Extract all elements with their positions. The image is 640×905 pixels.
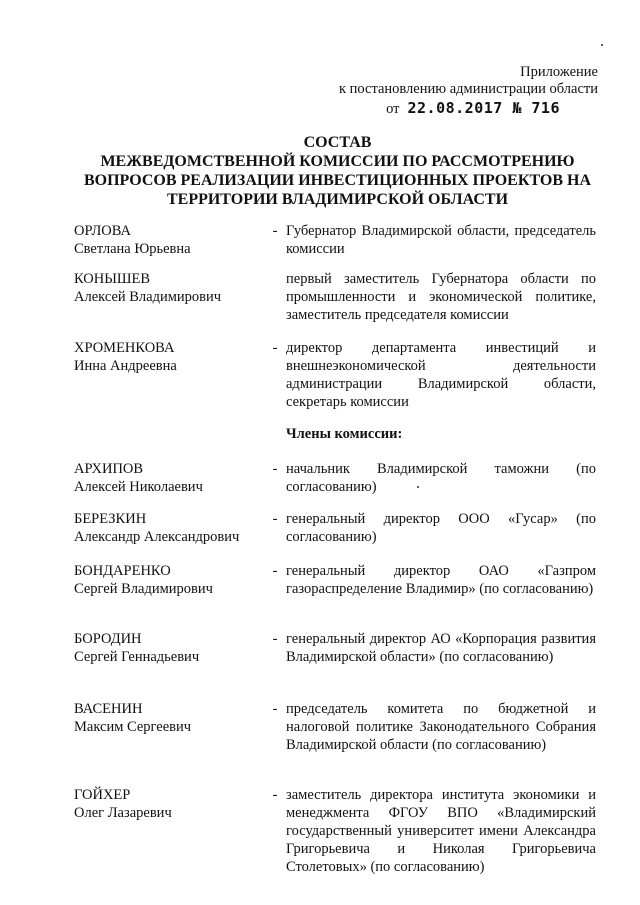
- member-name: [74, 562, 264, 598]
- member-role: генеральный директор ООО «Гусар» (по согласованию): [286, 511, 596, 545]
- scan-speck: [417, 486, 419, 488]
- member-given-name: Сергей Геннадьевич: [74, 649, 200, 665]
- scan-speck: [601, 44, 603, 46]
- date-number-stamp: 22.08.2017 № 716: [407, 99, 560, 117]
- member-surname: ВАСЕНИН: [74, 701, 143, 717]
- member-role: заместитель директора института экономики и менеджмента ФГОУ ВПО «Владимирский государственный университет имени Александра Григорьевича и Николая Григорьевича Столетовых» (по согласованию): [286, 787, 596, 875]
- separator-dash: -: [272, 563, 278, 579]
- member-name: [74, 786, 264, 822]
- appendix-title: Приложение: [520, 64, 598, 80]
- title-line-3: ВОПРОСОВ РЕАЛИЗАЦИИ ИНВЕСТИЦИОННЫХ ПРОЕКТОВ НА: [83, 172, 592, 189]
- appendix-date-line: [298, 100, 560, 118]
- member-surname: ОРЛОВА: [74, 223, 131, 239]
- member-given-name: Светлана Юрьевна: [74, 241, 191, 257]
- member-surname: БОНДАРЕНКО: [74, 563, 171, 579]
- member-surname: ГОЙХЕР: [74, 787, 131, 803]
- appendix-header: [298, 64, 598, 118]
- member-name: [74, 510, 264, 546]
- title-line-2: МЕЖВЕДОМСТВЕННОЙ КОМИССИИ ПО РАССМОТРЕНИЮ: [100, 153, 575, 170]
- separator-dash: -: [272, 631, 278, 647]
- member-given-name: Олег Лазаревич: [74, 805, 172, 821]
- title-line-1: СОСТАВ: [303, 134, 372, 151]
- member-surname: КОНЫШЕВ: [74, 271, 151, 287]
- separator-dash: -: [272, 511, 278, 527]
- date-prefix: от: [386, 101, 400, 117]
- member-role: Губернатор Владимирской области, председатель комиссии: [286, 223, 596, 257]
- member-name: [74, 460, 264, 496]
- member-role: начальник Владимирской таможни (по согласованию): [286, 461, 596, 495]
- member-role: председатель комитета по бюджетной и налоговой политике Законодательного Собрания Владимирской области (по согласованию): [286, 701, 596, 753]
- appendix-resolution-line: к постановлению администрации области: [338, 81, 598, 97]
- separator-dash: -: [272, 223, 278, 239]
- member-given-name: Максим Сергеевич: [74, 719, 192, 735]
- member-name: [74, 270, 264, 306]
- member-surname: ХРОМЕНКОВА: [74, 340, 175, 356]
- document-title: [60, 133, 615, 209]
- separator-dash: -: [272, 701, 278, 717]
- separator-dash: -: [272, 787, 278, 803]
- member-given-name: Алексей Николаевич: [74, 479, 203, 495]
- member-given-name: Инна Андреевна: [74, 358, 177, 374]
- separator-dash: -: [272, 461, 278, 477]
- member-given-name: Сергей Владимирович: [74, 581, 213, 597]
- member-name: [74, 700, 264, 736]
- member-role: генеральный директор АО «Корпорация развития Владимирской области» (по согласованию): [286, 631, 596, 665]
- member-surname: АРХИПОВ: [74, 461, 144, 477]
- member-role: генеральный директор ОАО «Газпром газораспределение Владимир» (по согласованию): [286, 563, 596, 597]
- member-role: первый заместитель Губернатора области по промышленности и экономической политике, заместитель председателя комиссии: [286, 271, 596, 323]
- member-name: [74, 339, 264, 375]
- member-given-name: Алексей Владимирович: [74, 289, 222, 305]
- title-line-4: ТЕРРИТОРИИ ВЛАДИМИРСКОЙ ОБЛАСТИ: [166, 191, 509, 208]
- member-surname: БОРОДИН: [74, 631, 142, 647]
- member-given-name: Александр Александрович: [74, 529, 240, 545]
- member-name: [74, 222, 264, 258]
- separator-dash: -: [272, 340, 278, 356]
- member-surname: БЕРЕЗКИН: [74, 511, 147, 527]
- member-role: директор департамента инвестиций и внешнеэкономической деятельности администрации Владимирской области, секретарь комиссии: [286, 340, 596, 410]
- member-name: [74, 630, 264, 666]
- members-heading: Члены комиссии:: [286, 426, 403, 442]
